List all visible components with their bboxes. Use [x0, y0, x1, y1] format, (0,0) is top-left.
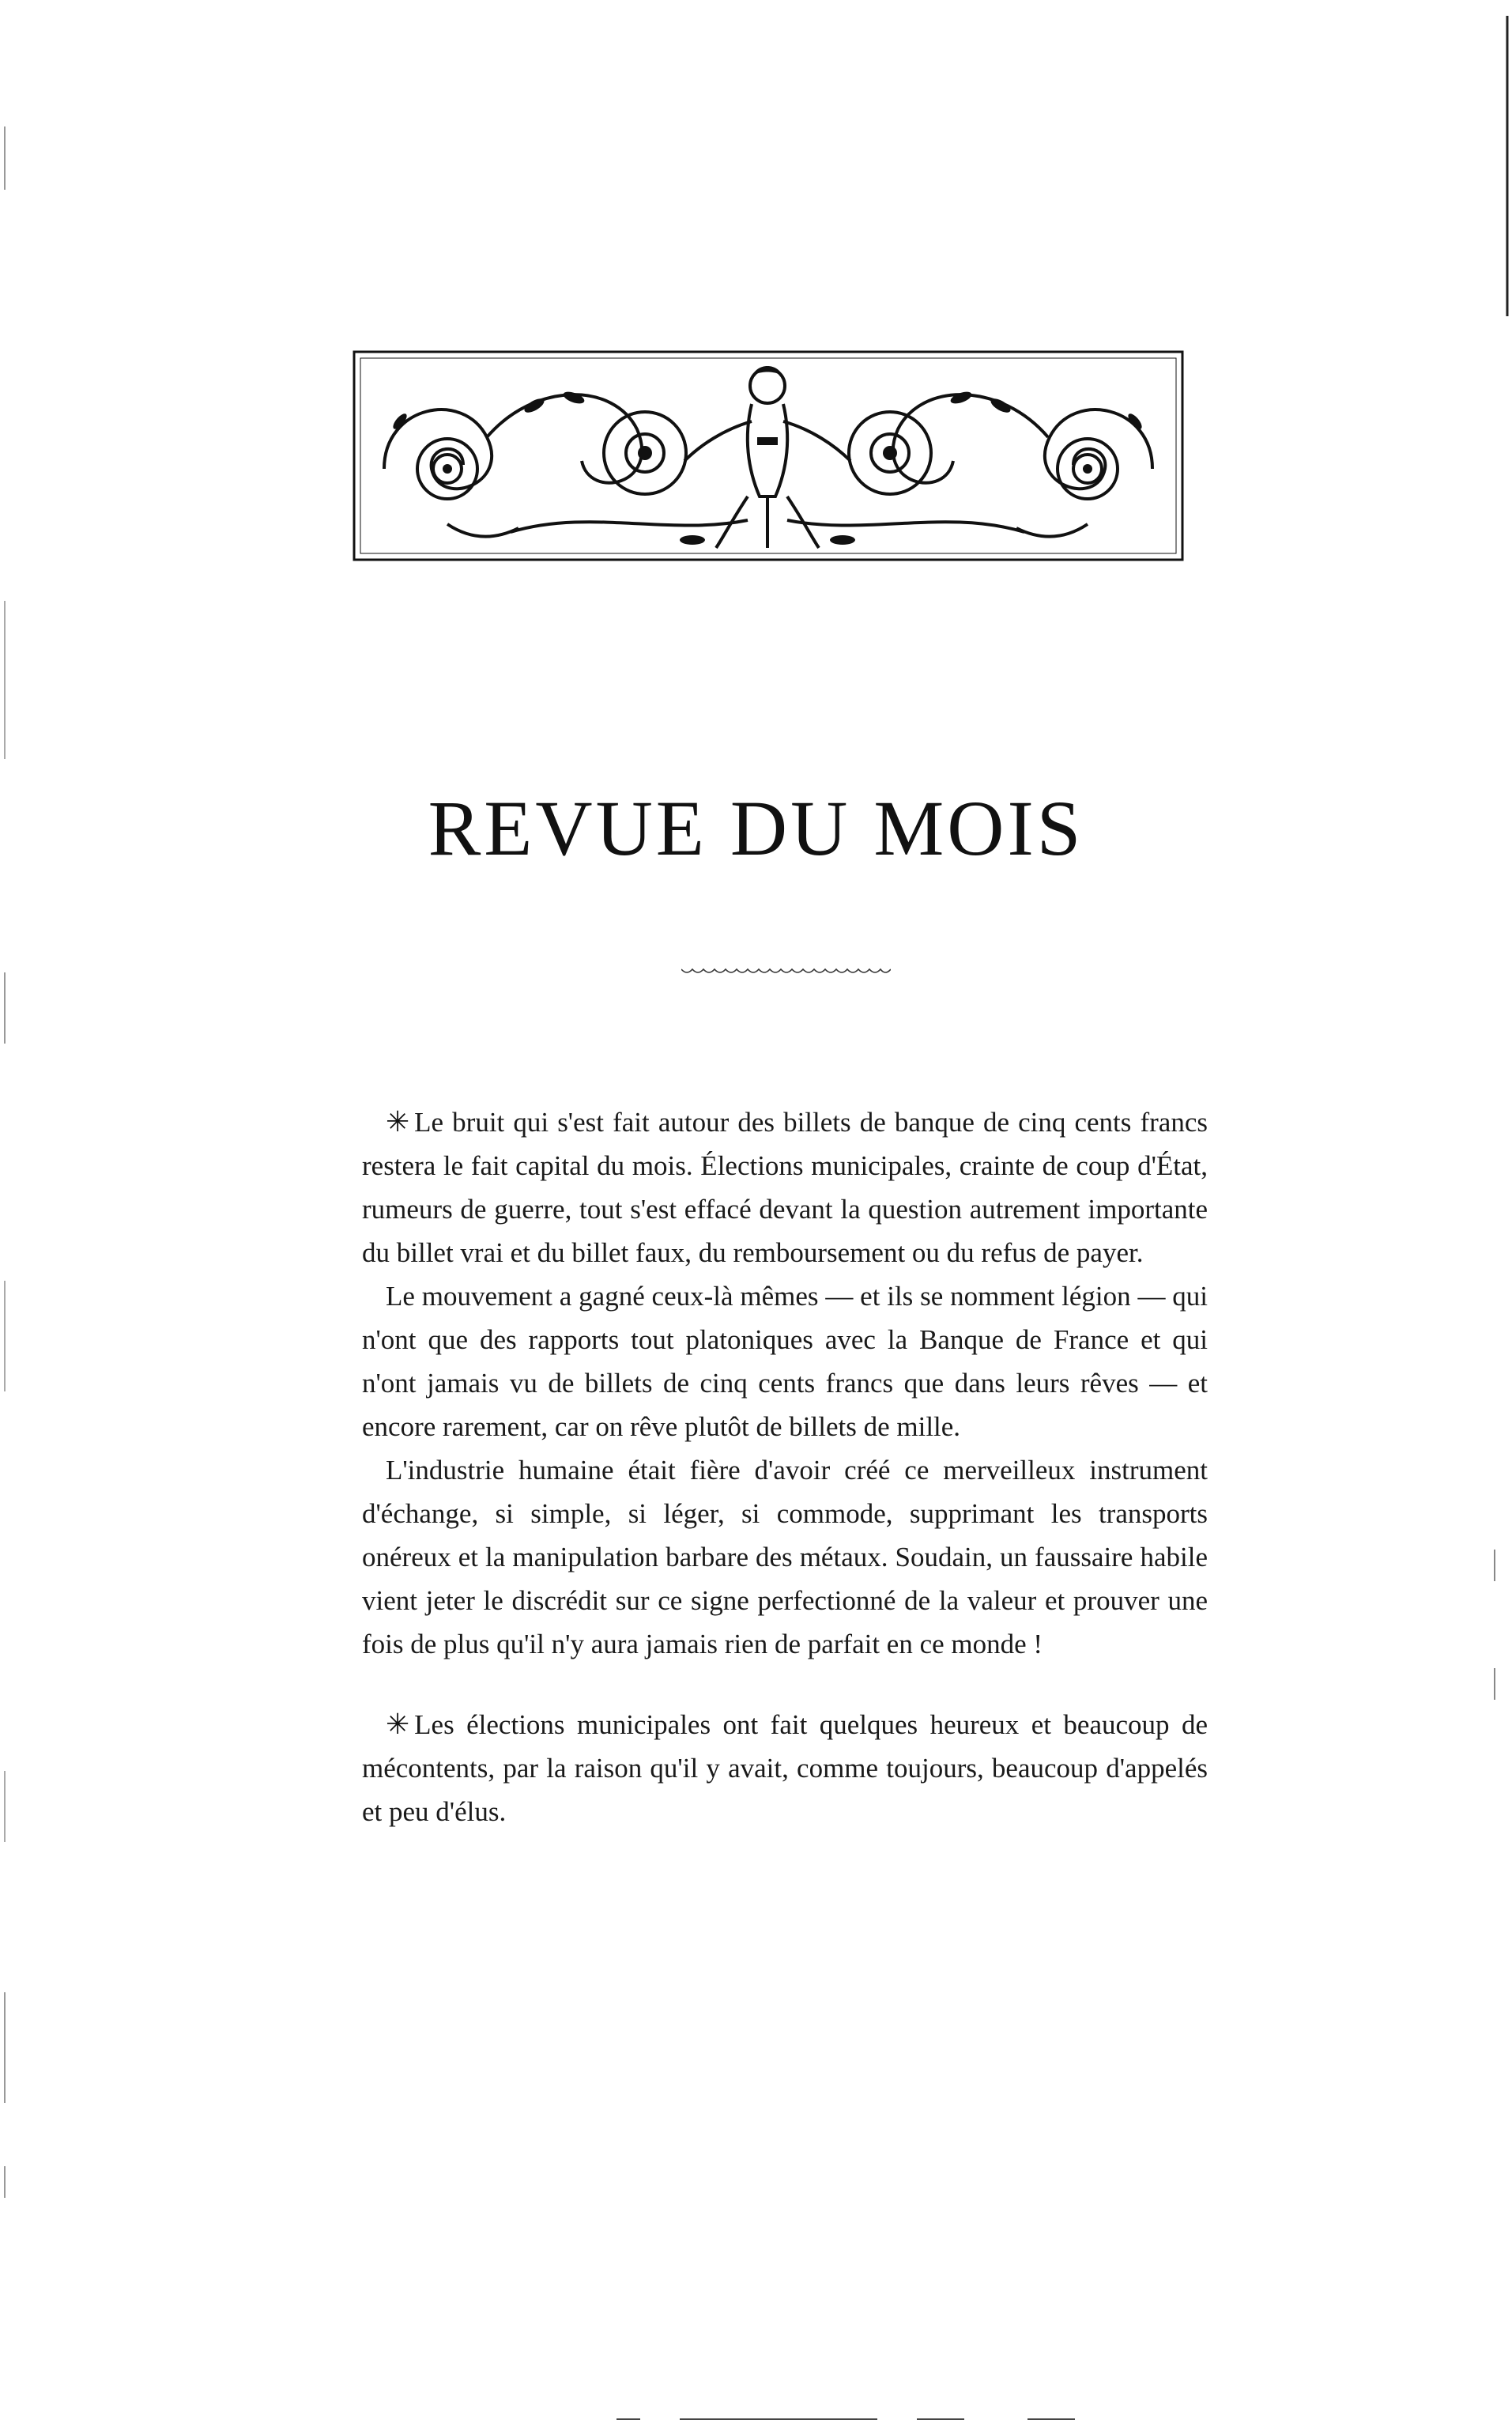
- paragraph-2: [362, 1274, 1208, 1448]
- vignette-headpiece-icon: [353, 350, 1184, 561]
- asterism-icon: ✳: [386, 1708, 410, 1740]
- paragraph-text: Le bruit qui s'est fait autour des billets de banque de cinq cents francs restera le fait capital du mois. Élections municipales, crainte de coup d'État, rumeurs de guerre, tout s'est effacé devant la question autrement importante du billet vrai et du billet faux, du remboursement ou du refus de payer.: [362, 1107, 1208, 1268]
- asterism-icon: ✳: [386, 1106, 410, 1138]
- article-body: [362, 1100, 1208, 1833]
- paragraph-text: Les élections municipales ont fait quelques heureux et beaucoup de mécontents, par la raison qu'il y avait, comme toujours, beaucoup d'appelés et peu d'élus.: [362, 1709, 1208, 1827]
- paragraph-text: L'industrie humaine était fière d'avoir créé ce merveilleux instrument d'échange, si simple, si léger, si commode, supprimant les transports onéreux et la manipulation barbare des métaux. Soudain, un faussaire habile vient jeter le discrédit sur ce signe perfectionné de la valeur et prouver une fois de plus qu'il n'y aura jamais rien de parfait en ce monde !: [362, 1455, 1208, 1659]
- paragraph-text: Le mouvement a gagné ceux-là mêmes — et ils se nomment légion — qui n'ont que des rapports tout platoniques avec la Banque de France et qui n'ont jamais vu de billets de cinq cents francs que dans leurs rêves — et encore rarement, car on rêve plutôt de billets de mille.: [362, 1281, 1208, 1442]
- paragraph-4: [362, 1703, 1208, 1833]
- ornamental-divider-icon: [681, 966, 891, 977]
- left-page-edge: [0, 0, 24, 2431]
- page-title: REVUE DU MOIS: [428, 784, 1084, 872]
- paragraph-1: [362, 1100, 1208, 1274]
- paragraph-3: [362, 1448, 1208, 1666]
- right-page-edge: [1488, 0, 1512, 2431]
- bottom-edge-marks: [616, 2415, 1075, 2423]
